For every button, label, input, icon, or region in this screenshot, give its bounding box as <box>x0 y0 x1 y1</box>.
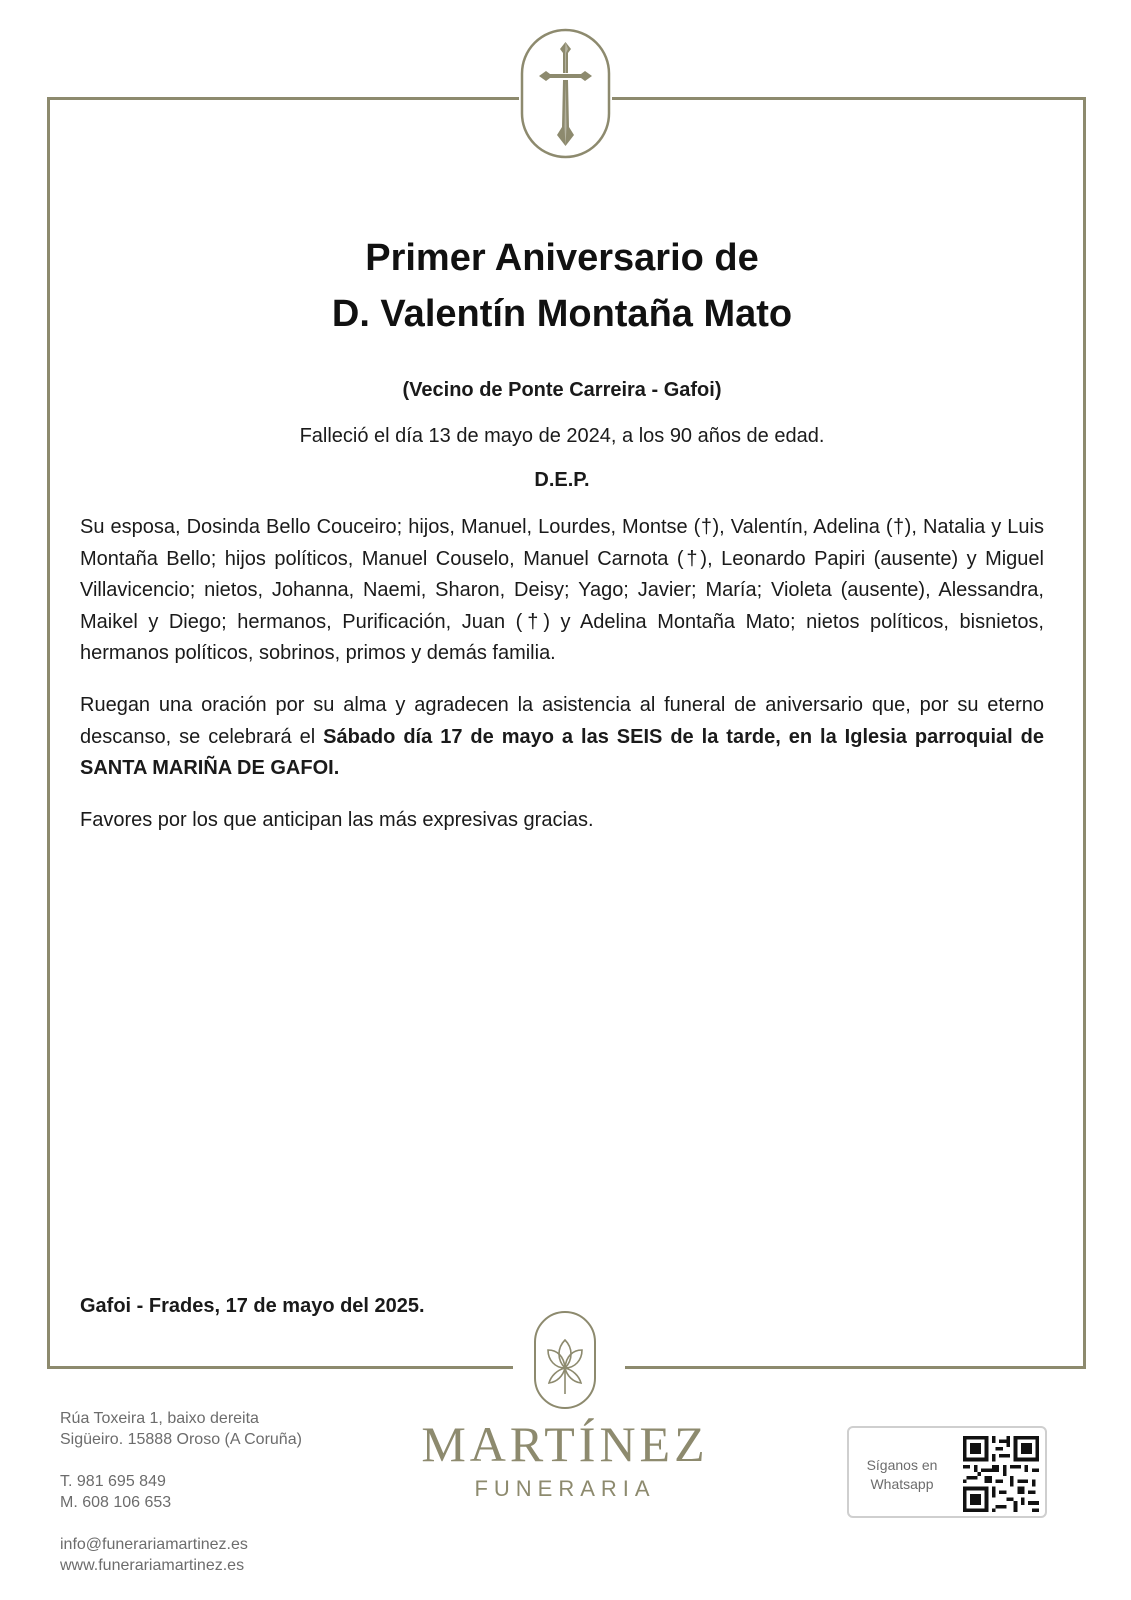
leaf-logo <box>533 1310 597 1410</box>
neighborhood-subtitle: (Vecino de Ponte Carreira - Gafoi) <box>402 379 722 401</box>
leaf-logo-icon <box>533 1310 597 1410</box>
qr-code-icon[interactable] <box>959 1436 1043 1512</box>
whatsapp-label-line-2: Whatsapp <box>870 1476 934 1492</box>
invitation-emphasis: Sábado día 17 de mayo a las SEIS de la tarde, en la Iglesia parroquial de SANTA MARIÑA DE GAFOI. <box>80 725 1044 780</box>
title-line-1: Primer Aniversario de <box>365 237 759 279</box>
death-notice: Falleció el día 13 de mayo de 2024, a los 90 años de edad. <box>299 425 825 447</box>
frame-divider-right <box>625 1366 1086 1369</box>
frame-divider-left <box>47 1366 513 1369</box>
whatsapp-label <box>859 1456 945 1494</box>
brand-name: MARTÍNEZ <box>421 1416 709 1472</box>
brand-subtitle: FUNERARIA <box>474 1476 656 1501</box>
notice-body <box>80 230 1044 836</box>
invitation-paragraph <box>80 690 1044 785</box>
contact-info <box>60 1408 302 1576</box>
contact-spacer-2 <box>60 1513 302 1534</box>
cross-badge <box>519 27 612 160</box>
address-line-2: Sigüeiro. 15888 Oroso (A Coruña) <box>60 1431 302 1448</box>
whatsapp-label-line-1: Síganos en <box>866 1457 938 1473</box>
cross-icon <box>519 27 612 160</box>
phone[interactable]: T. 981 695 849 <box>60 1473 166 1490</box>
mobile[interactable]: M. 608 106 653 <box>60 1494 172 1511</box>
title-line-2: D. Valentín Montaña Mato <box>331 293 793 335</box>
contact-spacer <box>60 1450 302 1471</box>
brand-logo <box>400 1418 730 1502</box>
website-link[interactable]: www.funerariamartinez.es <box>60 1557 245 1574</box>
email-link[interactable]: info@funerariamartinez.es <box>60 1536 248 1553</box>
notice-title <box>80 230 1044 342</box>
thanks-paragraph: Favores por los que anticipan las más expresivas gracias. <box>80 808 594 831</box>
dep-label: D.E.P. <box>534 469 590 491</box>
family-paragraph: Su esposa, Dosinda Bello Couceiro; hijos, Manuel, Lourdes, Montse (†), Valentín, Adelina (†), Natalia y Luis Montaña Bello; hijos políticos, Manuel Couselo, Manuel Carnota (†), Leonardo Papiri (ausente) y Miguel Villavicencio; nietos, Johanna, Naemi, Sharon, Deisy; Yago; Javier; María; Violeta (ausente), Alessandra, Maikel y Diego; hermanos, Purificación, Juan (†) y Adelina Montaña Mato; nietos políticos, bisnietos, hermanos políticos, sobrinos, primos y demás familia. <box>80 516 1044 665</box>
whatsapp-box[interactable] <box>847 1426 1047 1518</box>
place-date: Gafoi - Frades, 17 de mayo del 2025. <box>80 1295 425 1317</box>
invitation-intro: Ruegan una oración por su alma y agradecen la asistencia al funeral de aniversario que, por su eterno descanso, se celebrará el <box>80 693 1044 748</box>
address-line-1: Rúa Toxeira 1, baixo dereita <box>60 1410 259 1427</box>
